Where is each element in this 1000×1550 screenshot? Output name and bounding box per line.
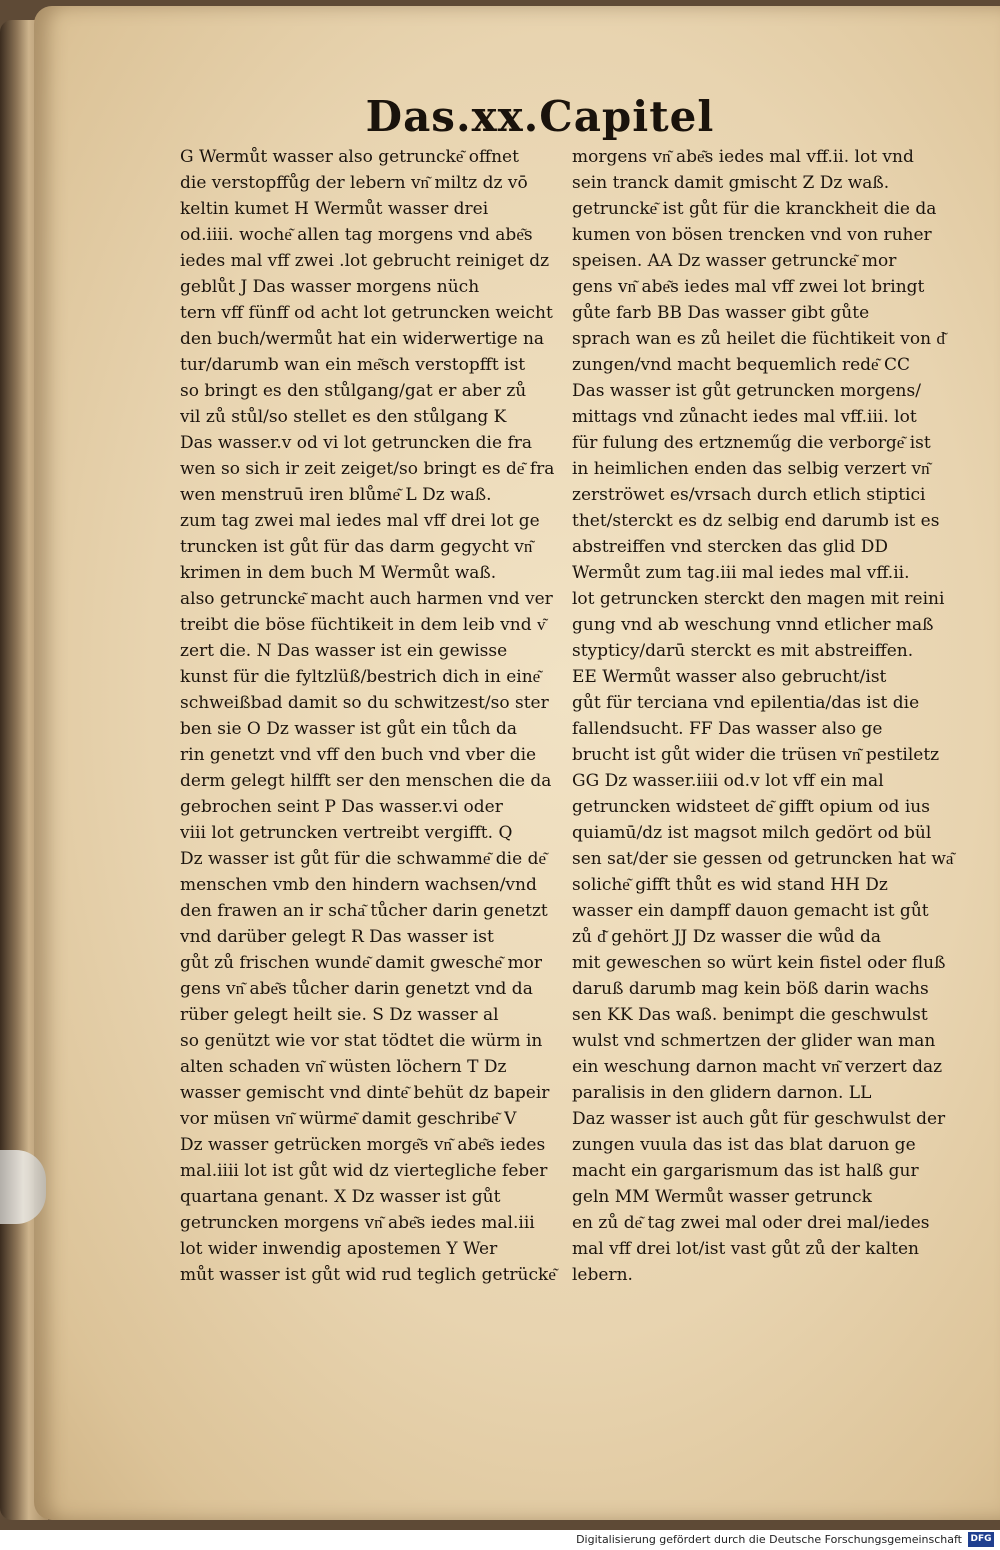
text-line: od.iiii. woche͂ allen tag morgens vnd abe͂s [180, 225, 533, 245]
text-line: truncken ist gůt für das darm gegycht vn͂ [180, 537, 533, 557]
text-line: můt wasser ist gůt wid rud teglich getrücke͂ [180, 1265, 556, 1285]
text-line: schweißbad damit so du schwitzest/so ster [180, 693, 549, 713]
text-line: vor müsen vn͂ würme͂ damit geschribe͂ V [180, 1109, 517, 1129]
text-line: morgens vn͂ abe͂s iedes mal vff.ii. lot vnd [572, 147, 914, 167]
text-line: keltin kumet H Wermůt wasser drei [180, 199, 489, 219]
text-line: tur/darumb wan ein me͂sch verstopfft ist [180, 355, 526, 375]
text-line: abstreiffen vnd stercken das glid DD [572, 537, 888, 557]
text-line: zum tag zwei mal iedes mal vff drei lot ge [180, 511, 540, 531]
footer-bar [0, 1530, 1000, 1550]
text-line: G Wermůt wasser also getruncke͂ offnet [180, 147, 519, 167]
text-line: sein tranck damit gmischt Z Dz waß. [572, 173, 890, 193]
text-line: alten schaden vn͂ wüsten löchern T Dz [180, 1057, 507, 1077]
text-line: geln MM Wermůt wasser getrunck [572, 1187, 872, 1207]
text-line: Das wasser ist gůt getruncken morgens/ [572, 381, 921, 401]
text-line: mit geweschen so würt kein fistel oder fluß [572, 953, 946, 973]
text-line: gebrochen seint P Das wasser.vi oder [180, 797, 503, 817]
text-line: sen KK Das waß. benimpt die geschwulst [572, 1005, 928, 1025]
text-line: rüber gelegt heilt sie. S Dz wasser al [180, 1005, 499, 1025]
text-line: Das wasser.v od vi lot getruncken die fra [180, 433, 533, 453]
text-line: en zů de͂ tag zwei mal oder drei mal/iedes [572, 1213, 930, 1233]
text-line: gůte farb BB Das wasser gibt gůte [572, 303, 870, 323]
text-line: rin genetzt vnd vff den buch vnd vber die [180, 745, 537, 765]
text-line: gůt zů frischen wunde͂ damit gwesche͂ mor [180, 953, 543, 973]
text-line: paralisis in den glidern darnon. LL [572, 1083, 872, 1103]
text-line: menschen vmb den hindern wachsen/vnd [180, 875, 537, 895]
text-line: gung vnd ab weschung vnnd etlicher maß [572, 615, 934, 635]
left-text-column [180, 144, 560, 1288]
text-line: geblůt J Das wasser morgens nüch [180, 277, 480, 297]
text-line: Dz wasser getrücken morge͂s vn͂ abe͂s iedes [180, 1135, 546, 1155]
text-line: ben sie O Dz wasser ist gůt ein tůch da [180, 719, 517, 739]
text-line: lebern. [572, 1265, 633, 1285]
text-line: stypticy/darū sterckt es mit abstreiffen. [572, 641, 914, 661]
text-line: den frawen an ir scha͂ tůcher darin genetzt [180, 901, 548, 921]
text-line: in heimlichen enden das selbig verzert vn͂ [572, 459, 930, 479]
text-line: wen so sich ir zeit zeiget/so bringt es de͂ fra [180, 459, 555, 479]
text-line: soliche͂ gifft thůt es wid stand HH Dz [572, 875, 888, 895]
text-line: zungen vuula das ist das blat daruon ge [572, 1135, 916, 1155]
text-line: den buch/wermůt hat ein widerwertige na [180, 329, 545, 349]
page-clip [0, 1150, 46, 1224]
text-line: für fulung des ertzneműg die verborge͂ ist [572, 433, 931, 453]
text-line: sprach wan es zů heilet die füchtikeit von d͂ [572, 329, 945, 349]
text-line: getruncken morgens vn͂ abe͂s iedes mal.iii [180, 1213, 535, 1233]
funding-notice: Digitalisierung gefördert durch die Deutsche Forschungsgemeinschaft [576, 1533, 962, 1546]
text-line: kunst für die fyltzlüß/bestrich dich in eine͂ [180, 667, 541, 687]
dfg-logo-icon: DFG [968, 1532, 994, 1547]
text-line: speisen. AA Dz wasser getruncke͂ mor [572, 251, 897, 271]
text-line: die verstopffůg der lebern vn͂ miltz dz vō [180, 173, 528, 193]
text-line: GG Dz wasser.iiii od.v lot vff ein mal [572, 771, 884, 791]
text-line: Daz wasser ist auch gůt für geschwulst der [572, 1109, 946, 1129]
text-line: iedes mal vff zwei .lot gebrucht reiniget dz [180, 251, 550, 271]
text-line: lot getruncken sterckt den magen mit reini [572, 589, 945, 609]
text-line: mal vff drei lot/ist vast gůt zů der kalten [572, 1239, 919, 1259]
text-line: getruncken widsteet de͂ gifft opium od ius [572, 797, 930, 817]
text-line: vnd darüber gelegt R Das wasser ist [180, 927, 494, 947]
text-line: Wermůt zum tag.iii mal iedes mal vff.ii. [572, 563, 910, 583]
chapter-heading: Das.xx.Capitel [365, 92, 715, 141]
text-line: wen menstruū iren blůme͂ L Dz waß. [180, 485, 492, 505]
text-line: mittags vnd zůnacht iedes mal vff.iii. lot [572, 407, 917, 427]
text-line: also getruncke͂ macht auch harmen vnd ver [180, 589, 553, 609]
text-line: kumen von bösen trencken vnd von ruher [572, 225, 932, 245]
text-line: zert die. N Das wasser ist ein gewisse [180, 641, 508, 661]
text-line: wasser gemischt vnd dinte͂ behüt dz bapeir [180, 1083, 550, 1103]
text-line: gens vn͂ abe͂s tůcher darin genetzt vnd da [180, 979, 533, 999]
text-line: sen sat/der sie gessen od getruncken hat wa͂ [572, 849, 954, 869]
text-line: daruß darumb mag kein böß darin wachs [572, 979, 929, 999]
text-line: krimen in dem buch M Wermůt waß. [180, 563, 497, 583]
text-line: zů d͂ gehört JJ Dz wasser die wůd da [572, 927, 882, 947]
text-line: ein weschung darnon macht vn͂ verzert daz [572, 1057, 943, 1077]
text-line: thet/sterckt es dz selbig end darumb ist es [572, 511, 940, 531]
text-line: quiamū/dz ist magsot milch gedört od bül [572, 823, 932, 843]
text-line: gens vn͂ abe͂s iedes mal vff zwei lot bringt [572, 277, 925, 297]
text-line: brucht ist gůt wider die trüsen vn͂ pestiletz [572, 745, 940, 765]
text-line: tern vff fünff od acht lot getruncken weicht [180, 303, 553, 323]
text-line: vil zů stůl/so stellet es den stůlgang K [180, 407, 507, 427]
text-line: treibt die böse füchtikeit in dem leib vnd v͂ [180, 615, 546, 635]
text-line: viii lot getruncken vertreibt vergifft. Q [180, 823, 513, 843]
text-line: wasser ein dampff dauon gemacht ist gůt [572, 901, 929, 921]
text-line: zerströwet es/vrsach durch etlich stiptici [572, 485, 926, 505]
text-line: derm gelegt hilfft ser den menschen die da [180, 771, 552, 791]
text-line: lot wider inwendig apostemen Y Wer [180, 1239, 498, 1259]
text-line: zungen/vnd macht bequemlich rede͂ CC [572, 355, 911, 375]
text-line: quartana genant. X Dz wasser ist gůt [180, 1187, 501, 1207]
text-line: macht ein gargarismum das ist halß gur [572, 1161, 919, 1181]
text-line: gůt für terciana vnd epilentia/das ist die [572, 693, 920, 713]
text-line: EE Wermůt wasser also gebrucht/ist [572, 667, 887, 687]
text-line: Dz wasser ist gůt für die schwamme͂ die de͂ [180, 849, 547, 869]
text-line: wulst vnd schmertzen der glider wan man [572, 1031, 936, 1051]
text-line: getruncke͂ ist gůt für die kranckheit die da [572, 199, 937, 219]
text-line: so genützt wie vor stat tödtet die würm in [180, 1031, 543, 1051]
text-line: fallendsucht. FF Das wasser also ge [572, 719, 883, 739]
text-line: mal.iiii lot ist gůt wid dz viertegliche feber [180, 1161, 548, 1181]
text-line: so bringt es den stůlgang/gat er aber zů [180, 381, 527, 401]
right-text-column [572, 144, 962, 1288]
